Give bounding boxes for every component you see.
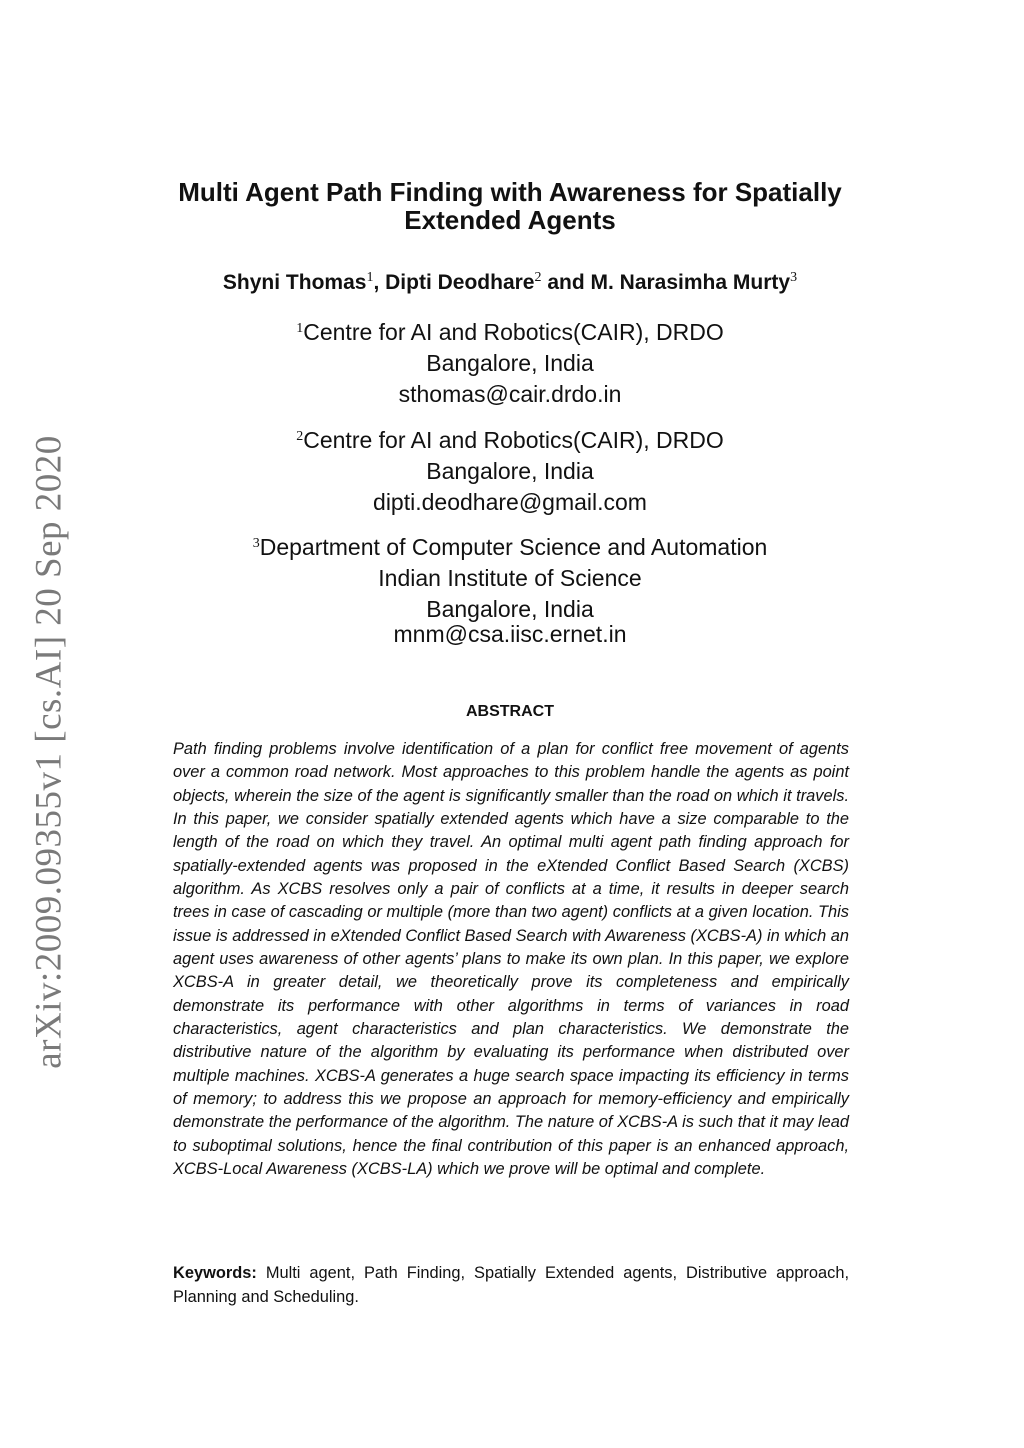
affiliation-department: $^3$Department of Computer Science and Automation — [252, 534, 768, 560]
abstract-text: Path finding problems involve identification of a plan for conflict free movement of agents over a common road network. Most approaches to this problem handle the agents as point objects, wherein the size of the agent is significantly smaller than the road on which it travels. In this paper, we consider spatially extended agents which have a size comparable to the length of the road on which they travel. An optimal multi agent path finding approach for spatially-extended agents was proposed in the eXtended Conflict Based Search (XCBS) algorithm. As XCBS resolves only a pair of conflicts at a time, it results in deeper search trees in case of cascading or multiple (more than two agent) conflicts at a given location. This issue is addressed in eXtended Conflict Based Search with Awareness (XCBS-A) in which an agent uses awareness of other agents’ plans to make its own plan. In this paper, we explore XCBS-A in greater detail, we theoretically prove its completeness and empirically demonstrate its performance with other algorithms in terms of variances in road characteristics, agent characteristics and plan characteristics. We demonstrate the distributive nature of the algorithm by evaluating its performance when distributed over multiple machines. XCBS-A generates a huge search space impacting its efficiency in terms of memory; to address this we propose an approach for memory-efficiency and empirically demonstrate the performance of the algorithm. The nature of XCBS-A is such that it may lead to suboptimal solutions, hence the final contribution of this paper is an enhanced approach, XCBS-Local Awareness (XCBS-LA) which we prove will be optimal and complete. — [173, 740, 850, 1178]
title-line: Extended Agents — [404, 205, 616, 235]
author-name: Dipti Deodhare — [385, 271, 535, 294]
affiliation-3 — [150, 532, 870, 650]
keywords — [173, 1262, 849, 1309]
affiliation-mark: 3 — [790, 270, 798, 285]
affiliation-mark: 1 — [296, 321, 304, 336]
affiliation-mark: 2 — [296, 429, 304, 444]
affiliation-mark: 2 — [534, 270, 542, 285]
author-list — [150, 269, 870, 297]
affiliation-location: Bangalore, India — [426, 458, 594, 484]
affiliation-email: dipti.deodhare@gmail.com — [373, 489, 647, 515]
affiliation-email: sthomas@cair.drdo.in — [398, 381, 622, 407]
paper-title — [150, 178, 870, 234]
affiliation-mark: 1 — [366, 270, 374, 285]
affiliation-email: mnm@csa.iisc.ernet.in — [393, 621, 627, 647]
author-separator: and — [541, 271, 591, 294]
affiliation-mark: 3 — [252, 536, 260, 551]
keywords-label: Keywords: — [173, 1264, 257, 1282]
author-name: Shyni Thomas — [222, 271, 367, 294]
title-line: Multi Agent Path Finding with Awareness for Spatially — [178, 177, 842, 207]
affiliation-institution: $^2$Centre for AI and Robotics(CAIR), DRDO — [296, 427, 724, 453]
author-separator: , — [373, 271, 386, 294]
affiliation-1 — [150, 317, 870, 410]
affiliation-institution: Indian Institute of Science — [378, 565, 642, 591]
affiliation-institution: $^1$Centre for AI and Robotics(CAIR), DRDO — [296, 319, 724, 345]
affiliation-2 — [150, 425, 870, 518]
arxiv-stamp: arXiv:2009.09355v1 [cs.AI] 20 Sep 2020 — [28, 435, 70, 1069]
affiliation-location: Bangalore, India — [426, 596, 594, 622]
abstract-heading: ABSTRACT — [466, 703, 554, 720]
keywords-text: Multi agent, Path Finding, Spatially Extended agents, Distributive approach, Planning and Scheduling. — [173, 1264, 849, 1306]
affiliation-location: Bangalore, India — [426, 350, 594, 376]
author-name: M. Narasimha Murty — [590, 271, 791, 294]
